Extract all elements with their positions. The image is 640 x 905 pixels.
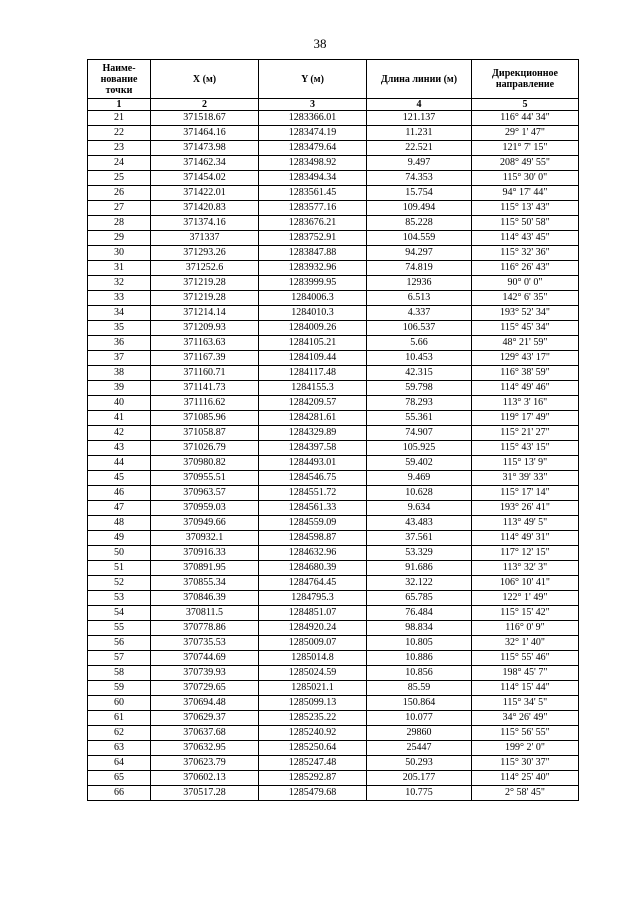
table-row <box>88 786 579 801</box>
cell-x: 370959.03 <box>151 501 259 516</box>
cell-point-name: 34 <box>88 306 151 321</box>
table-row <box>88 156 579 171</box>
table-row <box>88 231 579 246</box>
cell-line-length: 91.686 <box>367 561 472 576</box>
cell-x: 370632.95 <box>151 741 259 756</box>
cell-point-name: 44 <box>88 456 151 471</box>
table-row <box>88 456 579 471</box>
cell-y: 1284795.3 <box>259 591 367 606</box>
cell-point-name: 23 <box>88 141 151 156</box>
cell-point-name: 41 <box>88 411 151 426</box>
cell-direction: 193° 52' 34" <box>472 306 579 321</box>
cell-line-length: 76.484 <box>367 606 472 621</box>
cell-x: 370739.93 <box>151 666 259 681</box>
cell-direction: 114° 43' 45" <box>472 231 579 246</box>
cell-x: 370916.33 <box>151 546 259 561</box>
cell-y: 1284117.48 <box>259 366 367 381</box>
table-row <box>88 276 579 291</box>
cell-y: 1284680.39 <box>259 561 367 576</box>
cell-x: 370846.39 <box>151 591 259 606</box>
column-number: 1 <box>88 99 151 111</box>
table-row <box>88 411 579 426</box>
cell-point-name: 59 <box>88 681 151 696</box>
cell-y: 1284561.33 <box>259 501 367 516</box>
cell-point-name: 22 <box>88 126 151 141</box>
cell-line-length: 98.834 <box>367 621 472 636</box>
cell-y: 1284281.61 <box>259 411 367 426</box>
table-row <box>88 606 579 621</box>
table-row <box>88 126 579 141</box>
table-row <box>88 486 579 501</box>
column-number: 4 <box>367 99 472 111</box>
table-row <box>88 621 579 636</box>
cell-y: 1285240.92 <box>259 726 367 741</box>
cell-point-name: 65 <box>88 771 151 786</box>
table-row <box>88 186 579 201</box>
cell-point-name: 32 <box>88 276 151 291</box>
cell-point-name: 66 <box>88 786 151 801</box>
cell-direction: 115° 30' 37" <box>472 756 579 771</box>
table-row <box>88 396 579 411</box>
cell-x: 370932.1 <box>151 531 259 546</box>
cell-y: 1285024.59 <box>259 666 367 681</box>
header-point-name <box>88 60 151 99</box>
cell-line-length: 15.754 <box>367 186 472 201</box>
cell-y: 1283577.16 <box>259 201 367 216</box>
column-number: 5 <box>472 99 579 111</box>
cell-point-name: 36 <box>88 336 151 351</box>
table-row <box>88 726 579 741</box>
cell-x: 371252.6 <box>151 261 259 276</box>
cell-line-length: 4.337 <box>367 306 472 321</box>
column-number-row <box>88 99 579 111</box>
cell-line-length: 10.886 <box>367 651 472 666</box>
cell-point-name: 26 <box>88 186 151 201</box>
table-row <box>88 516 579 531</box>
cell-x: 371293.26 <box>151 246 259 261</box>
cell-direction: 122° 1' 49" <box>472 591 579 606</box>
cell-line-length: 59.798 <box>367 381 472 396</box>
cell-line-length: 32.122 <box>367 576 472 591</box>
cell-y: 1284105.21 <box>259 336 367 351</box>
cell-direction: 116° 44' 34" <box>472 111 579 126</box>
cell-y: 1283474.19 <box>259 126 367 141</box>
header-x: X (м) <box>151 60 259 99</box>
cell-line-length: 78.293 <box>367 396 472 411</box>
cell-line-length: 50.293 <box>367 756 472 771</box>
cell-y: 1283676.21 <box>259 216 367 231</box>
cell-x: 370735.53 <box>151 636 259 651</box>
cell-direction: 115° 21' 27" <box>472 426 579 441</box>
cell-point-name: 56 <box>88 636 151 651</box>
cell-line-length: 5.66 <box>367 336 472 351</box>
cell-y: 1284546.75 <box>259 471 367 486</box>
table-row <box>88 531 579 546</box>
cell-x: 371219.28 <box>151 276 259 291</box>
table-row <box>88 696 579 711</box>
cell-x: 370629.37 <box>151 711 259 726</box>
cell-point-name: 24 <box>88 156 151 171</box>
cell-direction: 106° 10' 41" <box>472 576 579 591</box>
cell-point-name: 33 <box>88 291 151 306</box>
cell-y: 1284109.44 <box>259 351 367 366</box>
table-row <box>88 366 579 381</box>
cell-direction: 31° 39' 33" <box>472 471 579 486</box>
cell-direction: 113° 49' 5" <box>472 516 579 531</box>
table-body <box>88 111 579 801</box>
cell-y: 1284598.87 <box>259 531 367 546</box>
cell-point-name: 38 <box>88 366 151 381</box>
cell-x: 371026.79 <box>151 441 259 456</box>
cell-direction: 193° 26' 41" <box>472 501 579 516</box>
cell-y: 1283752.91 <box>259 231 367 246</box>
cell-y: 1284329.89 <box>259 426 367 441</box>
cell-direction: 115° 56' 55" <box>472 726 579 741</box>
cell-x: 371420.83 <box>151 201 259 216</box>
cell-line-length: 9.634 <box>367 501 472 516</box>
cell-direction: 94° 17' 44" <box>472 186 579 201</box>
cell-x: 371160.71 <box>151 366 259 381</box>
cell-y: 1283498.92 <box>259 156 367 171</box>
cell-y: 1284010.3 <box>259 306 367 321</box>
cell-direction: 2° 58' 45" <box>472 786 579 801</box>
cell-point-name: 61 <box>88 711 151 726</box>
cell-line-length: 10.628 <box>367 486 472 501</box>
table-row <box>88 666 579 681</box>
cell-x: 370623.79 <box>151 756 259 771</box>
cell-line-length: 150.864 <box>367 696 472 711</box>
cell-point-name: 37 <box>88 351 151 366</box>
cell-y: 1285479.68 <box>259 786 367 801</box>
cell-y: 1284851.07 <box>259 606 367 621</box>
cell-point-name: 42 <box>88 426 151 441</box>
cell-direction: 115° 17' 14" <box>472 486 579 501</box>
table-row <box>88 246 579 261</box>
cell-line-length: 106.537 <box>367 321 472 336</box>
cell-x: 370855.34 <box>151 576 259 591</box>
cell-point-name: 54 <box>88 606 151 621</box>
cell-x: 370811.5 <box>151 606 259 621</box>
cell-line-length: 109.494 <box>367 201 472 216</box>
cell-point-name: 25 <box>88 171 151 186</box>
cell-y: 1285021.1 <box>259 681 367 696</box>
cell-y: 1285250.64 <box>259 741 367 756</box>
cell-direction: 142° 6' 35" <box>472 291 579 306</box>
cell-y: 1284397.58 <box>259 441 367 456</box>
cell-y: 1283494.34 <box>259 171 367 186</box>
cell-line-length: 10.077 <box>367 711 472 726</box>
cell-x: 371337 <box>151 231 259 246</box>
header-line-length: Длина линии (м) <box>367 60 472 99</box>
cell-x: 371464.16 <box>151 126 259 141</box>
cell-direction: 198° 45' 7" <box>472 666 579 681</box>
cell-direction: 119° 17' 49" <box>472 411 579 426</box>
cell-line-length: 6.513 <box>367 291 472 306</box>
cell-x: 371422.01 <box>151 186 259 201</box>
table-row <box>88 261 579 276</box>
cell-direction: 115° 13' 9" <box>472 456 579 471</box>
cell-direction: 116° 38' 59" <box>472 366 579 381</box>
table-row <box>88 591 579 606</box>
cell-line-length: 59.402 <box>367 456 472 471</box>
header-point-name-line-3: точки <box>105 84 133 96</box>
table-row <box>88 141 579 156</box>
header-direction-line-1: Дирекционное <box>492 68 558 79</box>
cell-point-name: 29 <box>88 231 151 246</box>
cell-point-name: 46 <box>88 486 151 501</box>
table-row <box>88 426 579 441</box>
cell-direction: 115° 50' 58" <box>472 216 579 231</box>
cell-x: 370602.13 <box>151 771 259 786</box>
cell-x: 370963.57 <box>151 486 259 501</box>
cell-line-length: 94.297 <box>367 246 472 261</box>
cell-line-length: 105.925 <box>367 441 472 456</box>
cell-direction: 90° 0' 0" <box>472 276 579 291</box>
cell-x: 370778.86 <box>151 621 259 636</box>
cell-direction: 115° 45' 34" <box>472 321 579 336</box>
cell-y: 1284920.24 <box>259 621 367 636</box>
cell-line-length: 9.497 <box>367 156 472 171</box>
cell-y: 1283999.95 <box>259 276 367 291</box>
cell-direction: 208° 49' 55" <box>472 156 579 171</box>
cell-x: 371058.87 <box>151 426 259 441</box>
table-row <box>88 441 579 456</box>
header-y: Y (м) <box>259 60 367 99</box>
cell-direction: 113° 3' 16" <box>472 396 579 411</box>
table-row <box>88 291 579 306</box>
table-row <box>88 546 579 561</box>
cell-x: 371116.62 <box>151 396 259 411</box>
cell-x: 371374.16 <box>151 216 259 231</box>
cell-point-name: 28 <box>88 216 151 231</box>
cell-y: 1283479.64 <box>259 141 367 156</box>
cell-direction: 114° 49' 31" <box>472 531 579 546</box>
cell-x: 371473.98 <box>151 141 259 156</box>
cell-x: 371141.73 <box>151 381 259 396</box>
cell-point-name: 55 <box>88 621 151 636</box>
cell-direction: 115° 15' 42" <box>472 606 579 621</box>
cell-y: 1285014.8 <box>259 651 367 666</box>
table-row <box>88 171 579 186</box>
cell-y: 1284209.57 <box>259 396 367 411</box>
cell-x: 370891.95 <box>151 561 259 576</box>
cell-x: 370744.69 <box>151 651 259 666</box>
cell-direction: 29° 1' 47" <box>472 126 579 141</box>
table-row <box>88 501 579 516</box>
cell-y: 1284155.3 <box>259 381 367 396</box>
header-point-name-line-1: Наиме- <box>102 62 136 74</box>
cell-line-length: 205.177 <box>367 771 472 786</box>
cell-y: 1285099.13 <box>259 696 367 711</box>
table-row <box>88 471 579 486</box>
cell-direction: 121° 7' 15" <box>472 141 579 156</box>
cell-point-name: 50 <box>88 546 151 561</box>
cell-y: 1283366.01 <box>259 111 367 126</box>
cell-y: 1284493.01 <box>259 456 367 471</box>
table-row <box>88 771 579 786</box>
cell-point-name: 60 <box>88 696 151 711</box>
cell-line-length: 121.137 <box>367 111 472 126</box>
cell-direction: 114° 49' 46" <box>472 381 579 396</box>
cell-direction: 117° 12' 15" <box>472 546 579 561</box>
cell-line-length: 43.483 <box>367 516 472 531</box>
cell-x: 370694.48 <box>151 696 259 711</box>
cell-line-length: 10.775 <box>367 786 472 801</box>
table-row <box>88 636 579 651</box>
cell-direction: 116° 26' 43" <box>472 261 579 276</box>
cell-direction: 115° 32' 36" <box>472 246 579 261</box>
cell-x: 371209.93 <box>151 321 259 336</box>
cell-direction: 115° 55' 46" <box>472 651 579 666</box>
cell-line-length: 74.353 <box>367 171 472 186</box>
cell-point-name: 48 <box>88 516 151 531</box>
cell-point-name: 47 <box>88 501 151 516</box>
cell-y: 1284632.96 <box>259 546 367 561</box>
cell-x: 370637.68 <box>151 726 259 741</box>
table-row <box>88 381 579 396</box>
cell-line-length: 22.521 <box>367 141 472 156</box>
cell-point-name: 52 <box>88 576 151 591</box>
cell-y: 1285009.07 <box>259 636 367 651</box>
cell-direction: 34° 26' 49" <box>472 711 579 726</box>
cell-x: 370729.65 <box>151 681 259 696</box>
cell-line-length: 65.785 <box>367 591 472 606</box>
cell-point-name: 35 <box>88 321 151 336</box>
cell-point-name: 45 <box>88 471 151 486</box>
cell-direction: 199° 2' 0" <box>472 741 579 756</box>
cell-y: 1284006.3 <box>259 291 367 306</box>
cell-point-name: 53 <box>88 591 151 606</box>
cell-point-name: 51 <box>88 561 151 576</box>
cell-x: 371167.39 <box>151 351 259 366</box>
cell-x: 370517.28 <box>151 786 259 801</box>
cell-line-length: 12936 <box>367 276 472 291</box>
cell-point-name: 27 <box>88 201 151 216</box>
cell-line-length: 10.805 <box>367 636 472 651</box>
cell-line-length: 74.819 <box>367 261 472 276</box>
cell-line-length: 85.228 <box>367 216 472 231</box>
cell-line-length: 37.561 <box>367 531 472 546</box>
cell-x: 371219.28 <box>151 291 259 306</box>
cell-x: 370949.66 <box>151 516 259 531</box>
cell-direction: 115° 43' 15" <box>472 441 579 456</box>
cell-direction: 48° 21' 59" <box>472 336 579 351</box>
cell-line-length: 25447 <box>367 741 472 756</box>
cell-point-name: 40 <box>88 396 151 411</box>
page-number: 38 <box>313 36 327 51</box>
cell-y: 1285235.22 <box>259 711 367 726</box>
cell-x: 371163.63 <box>151 336 259 351</box>
table-row <box>88 576 579 591</box>
table-row <box>88 651 579 666</box>
header-direction-line-2: направление <box>495 79 555 90</box>
table-row <box>88 351 579 366</box>
cell-point-name: 39 <box>88 381 151 396</box>
cell-line-length: 10.856 <box>367 666 472 681</box>
cell-point-name: 21 <box>88 111 151 126</box>
cell-line-length: 10.453 <box>367 351 472 366</box>
table-row <box>88 741 579 756</box>
cell-y: 1284009.26 <box>259 321 367 336</box>
cell-y: 1284559.09 <box>259 516 367 531</box>
cell-line-length: 53.329 <box>367 546 472 561</box>
cell-point-name: 57 <box>88 651 151 666</box>
header-point-name-line-2: нование <box>100 73 138 85</box>
table-row <box>88 561 579 576</box>
cell-x: 371462.34 <box>151 156 259 171</box>
cell-line-length: 29860 <box>367 726 472 741</box>
cell-direction: 114° 25' 40" <box>472 771 579 786</box>
table-row <box>88 111 579 126</box>
cell-x: 370955.51 <box>151 471 259 486</box>
cell-line-length: 9.469 <box>367 471 472 486</box>
cell-y: 1284551.72 <box>259 486 367 501</box>
table-row <box>88 681 579 696</box>
table-row <box>88 201 579 216</box>
cell-point-name: 43 <box>88 441 151 456</box>
table-row <box>88 306 579 321</box>
cell-point-name: 62 <box>88 726 151 741</box>
header-direction <box>472 60 579 99</box>
table-row <box>88 711 579 726</box>
cell-direction: 32° 1' 40" <box>472 636 579 651</box>
coordinates-table <box>87 59 579 801</box>
cell-line-length: 11.231 <box>367 126 472 141</box>
cell-direction: 115° 34' 5" <box>472 696 579 711</box>
cell-y: 1284764.45 <box>259 576 367 591</box>
cell-line-length: 55.361 <box>367 411 472 426</box>
column-number: 2 <box>151 99 259 111</box>
cell-point-name: 31 <box>88 261 151 276</box>
cell-y: 1285247.48 <box>259 756 367 771</box>
table-header-row <box>88 60 579 99</box>
cell-x: 371518.67 <box>151 111 259 126</box>
cell-y: 1283847.88 <box>259 246 367 261</box>
cell-direction: 113° 32' 3" <box>472 561 579 576</box>
cell-y: 1285292.87 <box>259 771 367 786</box>
cell-x: 370980.82 <box>151 456 259 471</box>
cell-direction: 114° 15' 44" <box>472 681 579 696</box>
cell-point-name: 64 <box>88 756 151 771</box>
cell-x: 371454.02 <box>151 171 259 186</box>
cell-y: 1283932.96 <box>259 261 367 276</box>
cell-line-length: 42.315 <box>367 366 472 381</box>
cell-x: 371214.14 <box>151 306 259 321</box>
cell-direction: 116° 0' 9" <box>472 621 579 636</box>
cell-line-length: 85.59 <box>367 681 472 696</box>
cell-direction: 129° 43' 17" <box>472 351 579 366</box>
cell-direction: 115° 30' 0" <box>472 171 579 186</box>
cell-x: 371085.96 <box>151 411 259 426</box>
cell-line-length: 74.907 <box>367 426 472 441</box>
cell-point-name: 58 <box>88 666 151 681</box>
cell-point-name: 30 <box>88 246 151 261</box>
cell-line-length: 104.559 <box>367 231 472 246</box>
cell-direction: 115° 13' 43" <box>472 201 579 216</box>
table-row <box>88 336 579 351</box>
column-number: 3 <box>259 99 367 111</box>
cell-y: 1283561.45 <box>259 186 367 201</box>
table-row <box>88 756 579 771</box>
table-row <box>88 321 579 336</box>
cell-point-name: 49 <box>88 531 151 546</box>
cell-point-name: 63 <box>88 741 151 756</box>
table-row <box>88 216 579 231</box>
